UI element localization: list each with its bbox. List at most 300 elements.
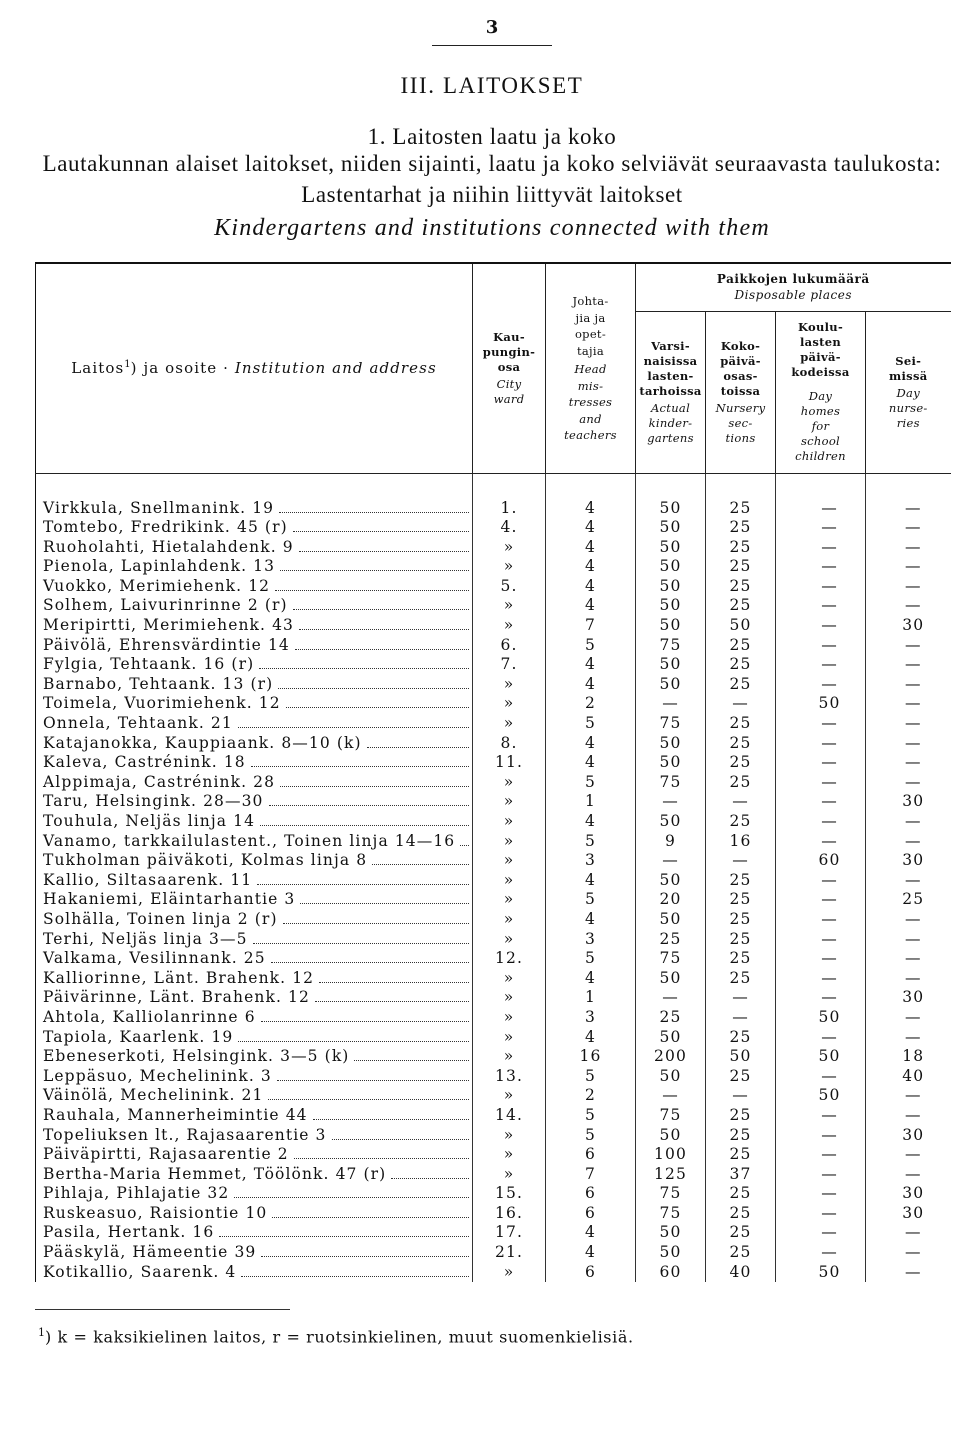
- school-day-home-places-cell: 50: [776, 1008, 866, 1028]
- teachers-cell: 3: [546, 1008, 636, 1028]
- header-actual-kindergartens: [636, 311, 706, 473]
- day-nursery-places-cell: —: [866, 655, 951, 675]
- day-nursery-places-cell: —: [866, 773, 951, 793]
- nursery-section-places-cell: 25: [706, 1126, 776, 1146]
- school-day-home-places-cell: —: [776, 596, 866, 616]
- table-row: [36, 949, 951, 969]
- nursery-section-places-cell: 25: [706, 1067, 776, 1087]
- actual-kindergarten-places-cell: 25: [636, 930, 706, 950]
- institution-address-text: Katajanokka, Kauppiaank. 8—10 (k): [43, 733, 362, 752]
- nursery-section-places-cell: —: [706, 851, 776, 871]
- institution-address-text: Fylgia, Tehtaank. 16 (r): [43, 655, 255, 674]
- day-nursery-places-cell: 30: [866, 792, 951, 812]
- city-ward-cell: »: [473, 832, 546, 852]
- institution-address-cell: [36, 1165, 473, 1185]
- dot-leader: [299, 538, 469, 552]
- teachers-cell: 6: [546, 1145, 636, 1165]
- city-ward-cell: »: [473, 910, 546, 930]
- nursery-section-places-cell: 40: [706, 1263, 776, 1283]
- address-line: [43, 930, 472, 950]
- institution-address-text: Päivärinne, Länt. Brahenk. 12: [43, 988, 310, 1007]
- header-school-day-homes-en-line: children: [795, 449, 846, 463]
- teachers-cell: 5: [546, 714, 636, 734]
- school-day-home-places-cell: —: [776, 949, 866, 969]
- dot-leader: [295, 636, 469, 650]
- day-nursery-places-cell: —: [866, 1263, 951, 1283]
- institution-address-cell: [36, 538, 473, 558]
- institution-address-cell: [36, 1204, 473, 1224]
- day-nursery-places-cell: —: [866, 734, 951, 754]
- nursery-section-places-cell: 25: [706, 949, 776, 969]
- nursery-section-places-cell: 25: [706, 734, 776, 754]
- day-nursery-places-cell: —: [866, 1028, 951, 1048]
- teachers-cell: 4: [546, 969, 636, 989]
- city-ward-cell: 11.: [473, 753, 546, 773]
- institution-address-text: Vuokko, Merimiehenk. 12: [43, 576, 271, 595]
- actual-kindergarten-places-cell: 50: [636, 655, 706, 675]
- institution-address-cell: [36, 734, 473, 754]
- day-nursery-places-cell: —: [866, 1008, 951, 1028]
- city-ward-cell: »: [473, 616, 546, 636]
- address-line: [43, 596, 472, 616]
- actual-kindergarten-places-cell: 50: [636, 538, 706, 558]
- header-school-day-homes-fi-line: päivä-: [800, 350, 841, 364]
- nursery-section-places-cell: 16: [706, 832, 776, 852]
- day-nursery-places-cell: —: [866, 753, 951, 773]
- actual-kindergarten-places-cell: 50: [636, 1126, 706, 1146]
- nursery-section-places-cell: —: [706, 1008, 776, 1028]
- institution-address-text: Pienola, Lapinlahdenk. 13: [43, 557, 276, 576]
- actual-kindergarten-places-cell: 50: [636, 596, 706, 616]
- address-line: [43, 518, 472, 538]
- school-day-home-places-cell: —: [776, 734, 866, 754]
- institution-address-cell: [36, 694, 473, 714]
- table-row: [36, 753, 951, 773]
- day-nursery-places-cell: —: [866, 636, 951, 656]
- dot-leader: [260, 812, 469, 826]
- table-row: [36, 851, 951, 871]
- address-line: [43, 499, 472, 519]
- city-ward-cell: »: [473, 1145, 546, 1165]
- city-ward-cell: »: [473, 988, 546, 1008]
- table-row: [36, 930, 951, 950]
- school-day-home-places-cell: —: [776, 871, 866, 891]
- dot-leader: [241, 1263, 469, 1277]
- address-line: [43, 1184, 472, 1204]
- institution-address-cell: [36, 1008, 473, 1028]
- dot-leader: [238, 1028, 469, 1042]
- dot-leader: [268, 1086, 469, 1100]
- footnote-mark: 1: [38, 1326, 45, 1339]
- header-city-ward-fi-line: Kau-: [493, 329, 525, 344]
- nursery-section-places-cell: 25: [706, 890, 776, 910]
- teachers-cell: 4: [546, 871, 636, 891]
- institution-address-cell: [36, 1263, 473, 1283]
- city-ward-cell: »: [473, 1126, 546, 1146]
- nursery-section-places-cell: 25: [706, 518, 776, 538]
- teachers-cell: 4: [546, 1223, 636, 1243]
- teachers-cell: 4: [546, 1028, 636, 1048]
- footnote-text: ) k = kaksikielinen laitos, r = ruotsinkielinen, muut suomenkielisiä.: [45, 1327, 634, 1347]
- nursery-section-places-cell: 25: [706, 655, 776, 675]
- school-day-home-places-cell: —: [776, 988, 866, 1008]
- footnote-rule: [35, 1309, 290, 1310]
- table-row: [36, 1145, 951, 1165]
- dot-leader: [280, 557, 469, 571]
- teachers-cell: 5: [546, 1106, 636, 1126]
- dot-leader: [278, 675, 469, 689]
- teachers-cell: 4: [546, 577, 636, 597]
- address-line: [43, 969, 472, 989]
- address-line: [43, 1165, 472, 1185]
- address-line: [43, 773, 472, 793]
- city-ward-cell: 1.: [473, 499, 546, 519]
- header-school-day-homes-en-line: for: [811, 419, 830, 433]
- institution-address-text: Onnela, Tehtaank. 21: [43, 714, 233, 733]
- dot-leader: [219, 1223, 469, 1237]
- institution-address-cell: [36, 773, 473, 793]
- teachers-cell: 6: [546, 1184, 636, 1204]
- institution-address-cell: [36, 792, 473, 812]
- institution-address-text: Meripirtti, Merimiehenk. 43: [43, 616, 295, 635]
- institution-address-cell: [36, 930, 473, 950]
- header-actual-kindergartens-fi-line: Varsi-: [651, 338, 690, 353]
- table-title-finnish: Lastentarhat ja niihin liittyvät laitokset: [301, 182, 683, 207]
- dot-leader: [460, 832, 469, 846]
- nursery-section-places-cell: —: [706, 792, 776, 812]
- actual-kindergarten-places-cell: 75: [636, 714, 706, 734]
- teachers-cell: 5: [546, 949, 636, 969]
- table-row: [36, 577, 951, 597]
- city-ward-cell: 14.: [473, 1106, 546, 1126]
- teachers-cell: 1: [546, 792, 636, 812]
- city-ward-cell: »: [473, 890, 546, 910]
- dot-leader: [272, 1204, 469, 1218]
- table-row: [36, 1126, 951, 1146]
- dot-leader: [299, 616, 469, 630]
- actual-kindergarten-places-cell: 75: [636, 1106, 706, 1126]
- school-day-home-places-cell: —: [776, 773, 866, 793]
- day-nursery-places-cell: —: [866, 871, 951, 891]
- dot-leader: [234, 1184, 469, 1198]
- header-nursery-sections-fi-line: toissa: [720, 383, 761, 398]
- school-day-home-places-cell: —: [776, 753, 866, 773]
- institution-address-cell: [36, 636, 473, 656]
- teachers-cell: 4: [546, 518, 636, 538]
- table-row: [36, 832, 951, 852]
- school-day-home-places-cell: —: [776, 1204, 866, 1224]
- institution-address-cell: [36, 1126, 473, 1146]
- school-day-home-places-cell: 50: [776, 694, 866, 714]
- institution-address-cell: [36, 557, 473, 577]
- city-ward-cell: »: [473, 969, 546, 989]
- institution-address-cell: [36, 577, 473, 597]
- city-ward-cell: »: [473, 851, 546, 871]
- header-nursery-sections: [706, 311, 776, 473]
- header-actual-kindergartens-fi-line: naisissa: [643, 353, 698, 368]
- day-nursery-places-cell: —: [866, 949, 951, 969]
- header-day-nurseries-en-line: Day: [896, 385, 920, 400]
- actual-kindergarten-places-cell: 25: [636, 1008, 706, 1028]
- school-day-home-places-cell: —: [776, 930, 866, 950]
- address-line: [43, 890, 472, 910]
- institution-address-text: Topeliuksen lt., Rajasaarentie 3: [43, 1125, 327, 1144]
- actual-kindergarten-places-cell: 75: [636, 636, 706, 656]
- institution-address-text: Terhi, Neljäs linja 3—5: [43, 929, 248, 948]
- address-line: [43, 557, 472, 577]
- institution-address-cell: [36, 871, 473, 891]
- institution-address-cell: [36, 1086, 473, 1106]
- table-row: [36, 1008, 951, 1028]
- teachers-cell: 1: [546, 988, 636, 1008]
- school-day-home-places-cell: —: [776, 499, 866, 519]
- institution-address-text: Ahtola, Kalliolanrinne 6: [43, 1007, 256, 1026]
- nursery-section-places-cell: 25: [706, 812, 776, 832]
- school-day-home-places-cell: —: [776, 890, 866, 910]
- teachers-cell: 4: [546, 675, 636, 695]
- table-row: [36, 499, 951, 519]
- header-school-day-homes-fi-line: kodeissa: [791, 365, 850, 379]
- nursery-section-places-cell: 25: [706, 1145, 776, 1165]
- actual-kindergarten-places-cell: —: [636, 988, 706, 1008]
- nursery-section-places-cell: 25: [706, 773, 776, 793]
- institution-address-text: Bertha-Maria Hemmet, Töölönk. 47 (r): [43, 1164, 387, 1183]
- institution-address-cell: [36, 753, 473, 773]
- address-line: [43, 871, 472, 891]
- institution-address-cell: [36, 675, 473, 695]
- nursery-section-places-cell: 25: [706, 499, 776, 519]
- actual-kindergarten-places-cell: 50: [636, 499, 706, 519]
- school-day-home-places-cell: 50: [776, 1263, 866, 1283]
- institution-address-text: Valkama, Vesilinnank. 25: [43, 949, 266, 968]
- city-ward-cell: 17.: [473, 1223, 546, 1243]
- city-ward-cell: »: [473, 930, 546, 950]
- city-ward-cell: »: [473, 1028, 546, 1048]
- address-line: [43, 655, 472, 675]
- day-nursery-places-cell: —: [866, 1086, 951, 1106]
- city-ward-cell: 12.: [473, 949, 546, 969]
- nursery-section-places-cell: 25: [706, 1028, 776, 1048]
- nursery-section-places-cell: 25: [706, 930, 776, 950]
- nursery-section-places-cell: 25: [706, 636, 776, 656]
- day-nursery-places-cell: —: [866, 596, 951, 616]
- dot-leader: [275, 577, 469, 591]
- address-line: [43, 832, 472, 852]
- spacer-cell: [546, 473, 636, 499]
- actual-kindergarten-places-cell: —: [636, 694, 706, 714]
- page-number: 3: [485, 17, 499, 38]
- teachers-cell: 16: [546, 1047, 636, 1067]
- table-header: [36, 263, 951, 473]
- address-line: [43, 1145, 472, 1165]
- city-ward-cell: 7.: [473, 655, 546, 675]
- header-city-ward-fi-line: pungin-: [482, 344, 536, 359]
- day-nursery-places-cell: 30: [866, 1184, 951, 1204]
- city-ward-cell: »: [473, 694, 546, 714]
- teachers-cell: 5: [546, 636, 636, 656]
- nursery-section-places-cell: 25: [706, 714, 776, 734]
- address-line: [43, 1223, 472, 1243]
- day-nursery-places-cell: 30: [866, 616, 951, 636]
- nursery-section-places-cell: 25: [706, 871, 776, 891]
- table-row: [36, 616, 951, 636]
- spacer-cell: [636, 473, 706, 499]
- actual-kindergarten-places-cell: 50: [636, 1028, 706, 1048]
- institution-address-text: Touhula, Neljäs linja 14: [43, 812, 256, 830]
- table-row: [36, 1047, 951, 1067]
- table-title-english: Kindergartens and institutions connected with them: [214, 215, 770, 241]
- address-line: [43, 714, 472, 734]
- header-city-ward-fi-line: osa: [497, 359, 521, 374]
- header-spacer-row: [36, 473, 951, 499]
- city-ward-cell: 21.: [473, 1243, 546, 1263]
- day-nursery-places-cell: —: [866, 694, 951, 714]
- institution-address-text: Vanamo, tarkkailulastent., Toinen linja 14—16: [43, 831, 456, 850]
- dot-leader: [251, 753, 469, 767]
- dot-leader: [332, 1126, 469, 1140]
- dot-leader: [269, 792, 469, 806]
- institution-address-text: Leppäsuo, Mechelinink. 3: [43, 1066, 272, 1085]
- table-row: [36, 792, 951, 812]
- dot-leader: [238, 714, 469, 728]
- header-teachers-en-line: tresses: [568, 395, 613, 409]
- dot-leader: [283, 910, 469, 924]
- address-line: [43, 694, 472, 714]
- header-places-en: Disposable places: [734, 288, 852, 303]
- teachers-cell: 5: [546, 773, 636, 793]
- address-line: [43, 812, 472, 832]
- actual-kindergarten-places-cell: —: [636, 1086, 706, 1106]
- day-nursery-places-cell: 30: [866, 1126, 951, 1146]
- school-day-home-places-cell: —: [776, 636, 866, 656]
- teachers-cell: 4: [546, 812, 636, 832]
- institution-address-text: Kotikallio, Saarenk. 4: [43, 1262, 237, 1281]
- dot-leader: [300, 890, 469, 904]
- city-ward-cell: »: [473, 1165, 546, 1185]
- dot-leader: [372, 851, 469, 865]
- teachers-cell: 7: [546, 616, 636, 636]
- chapter-title: III. LAITOKSET: [400, 73, 584, 98]
- address-line: [43, 577, 472, 597]
- nursery-section-places-cell: 25: [706, 538, 776, 558]
- header-school-day-homes-en-line: homes: [800, 404, 841, 418]
- address-line: [43, 1086, 472, 1106]
- institution-address-cell: [36, 1106, 473, 1126]
- city-ward-cell: 8.: [473, 734, 546, 754]
- footnote: [38, 1321, 634, 1349]
- school-day-home-places-cell: —: [776, 969, 866, 989]
- institution-address-text: Tukholman päiväkoti, Kolmas linja 8: [43, 851, 368, 870]
- school-day-home-places-cell: —: [776, 557, 866, 577]
- footnote-marker: 1: [124, 359, 131, 371]
- school-day-home-places-cell: —: [776, 1184, 866, 1204]
- school-day-home-places-cell: —: [776, 1126, 866, 1146]
- institution-address-cell: [36, 714, 473, 734]
- institution-address-text: Väinölä, Mechelinink. 21: [43, 1086, 264, 1105]
- actual-kindergarten-places-cell: 100: [636, 1145, 706, 1165]
- header-actual-kindergartens-fi-line: lasten-: [647, 368, 694, 383]
- day-nursery-places-cell: —: [866, 557, 951, 577]
- teachers-cell: 6: [546, 1263, 636, 1283]
- city-ward-cell: 6.: [473, 636, 546, 656]
- spacer-cell: [776, 473, 866, 499]
- header-city-ward: [473, 263, 546, 473]
- institution-address-cell: [36, 1184, 473, 1204]
- nursery-section-places-cell: 25: [706, 1184, 776, 1204]
- day-nursery-places-cell: —: [866, 499, 951, 519]
- teachers-cell: 2: [546, 694, 636, 714]
- table-row: [36, 1086, 951, 1106]
- nursery-section-places-cell: 25: [706, 577, 776, 597]
- dot-leader: [367, 734, 469, 748]
- dot-leader: [319, 969, 469, 983]
- header-disposable-places: [636, 263, 951, 311]
- header-school-day-homes-fi-line: Koulu-: [797, 320, 844, 334]
- institution-address-text: Solhälla, Toinen linja 2 (r): [43, 909, 278, 928]
- dot-leader: [259, 655, 469, 669]
- institution-address-text: Taru, Helsingink. 28—30: [43, 792, 264, 811]
- actual-kindergarten-places-cell: 50: [636, 1223, 706, 1243]
- table-row: [36, 1204, 951, 1224]
- dot-leader: [277, 1067, 469, 1081]
- header-school-day-homes-fi-line: lasten: [799, 335, 842, 349]
- address-line: [43, 988, 472, 1008]
- teachers-cell: 5: [546, 1067, 636, 1087]
- actual-kindergarten-places-cell: 50: [636, 753, 706, 773]
- nursery-section-places-cell: —: [706, 694, 776, 714]
- day-nursery-places-cell: —: [866, 714, 951, 734]
- address-line: [43, 1263, 472, 1283]
- nursery-section-places-cell: 25: [706, 1243, 776, 1263]
- table-row: [36, 538, 951, 558]
- institution-address-cell: [36, 832, 473, 852]
- school-day-home-places-cell: 50: [776, 1086, 866, 1106]
- day-nursery-places-cell: 30: [866, 851, 951, 871]
- school-day-home-places-cell: —: [776, 910, 866, 930]
- actual-kindergarten-places-cell: 75: [636, 1184, 706, 1204]
- institution-address-text: Tomtebo, Fredrikink. 45 (r): [43, 518, 288, 537]
- teachers-cell: 4: [546, 734, 636, 754]
- institution-address-text: Alppimaja, Castrénink. 28: [43, 772, 276, 791]
- day-nursery-places-cell: —: [866, 930, 951, 950]
- school-day-home-places-cell: —: [776, 518, 866, 538]
- teachers-cell: 5: [546, 832, 636, 852]
- header-teachers-fi-line: Johta-: [572, 294, 609, 308]
- institution-address-text: Ebeneserkoti, Helsingink. 3—5 (k): [43, 1047, 350, 1066]
- actual-kindergarten-places-cell: 125: [636, 1165, 706, 1185]
- institution-address-text: Solhem, Laivurinrinne 2 (r): [43, 596, 288, 615]
- address-line: [43, 1106, 472, 1126]
- address-line: [43, 734, 472, 754]
- school-day-home-places-cell: —: [776, 1028, 866, 1048]
- table-row: [36, 890, 951, 910]
- city-ward-cell: »: [473, 714, 546, 734]
- table-row: [36, 518, 951, 538]
- nursery-section-places-cell: 25: [706, 557, 776, 577]
- institution-address-text: Rauhala, Mannerheimintie 44: [43, 1105, 308, 1124]
- institutions-table: [35, 262, 951, 1282]
- table-row: [36, 1263, 951, 1283]
- header-school-day-homes: [776, 311, 866, 473]
- table-row: [36, 714, 951, 734]
- table-row: [36, 1184, 951, 1204]
- institution-address-text: Päivölä, Ehrensvärdintie 14: [43, 635, 290, 654]
- table-row: [36, 675, 951, 695]
- institution-address-cell: [36, 1028, 473, 1048]
- nursery-section-places-cell: 25: [706, 753, 776, 773]
- school-day-home-places-cell: —: [776, 812, 866, 832]
- dot-leader: [286, 694, 469, 708]
